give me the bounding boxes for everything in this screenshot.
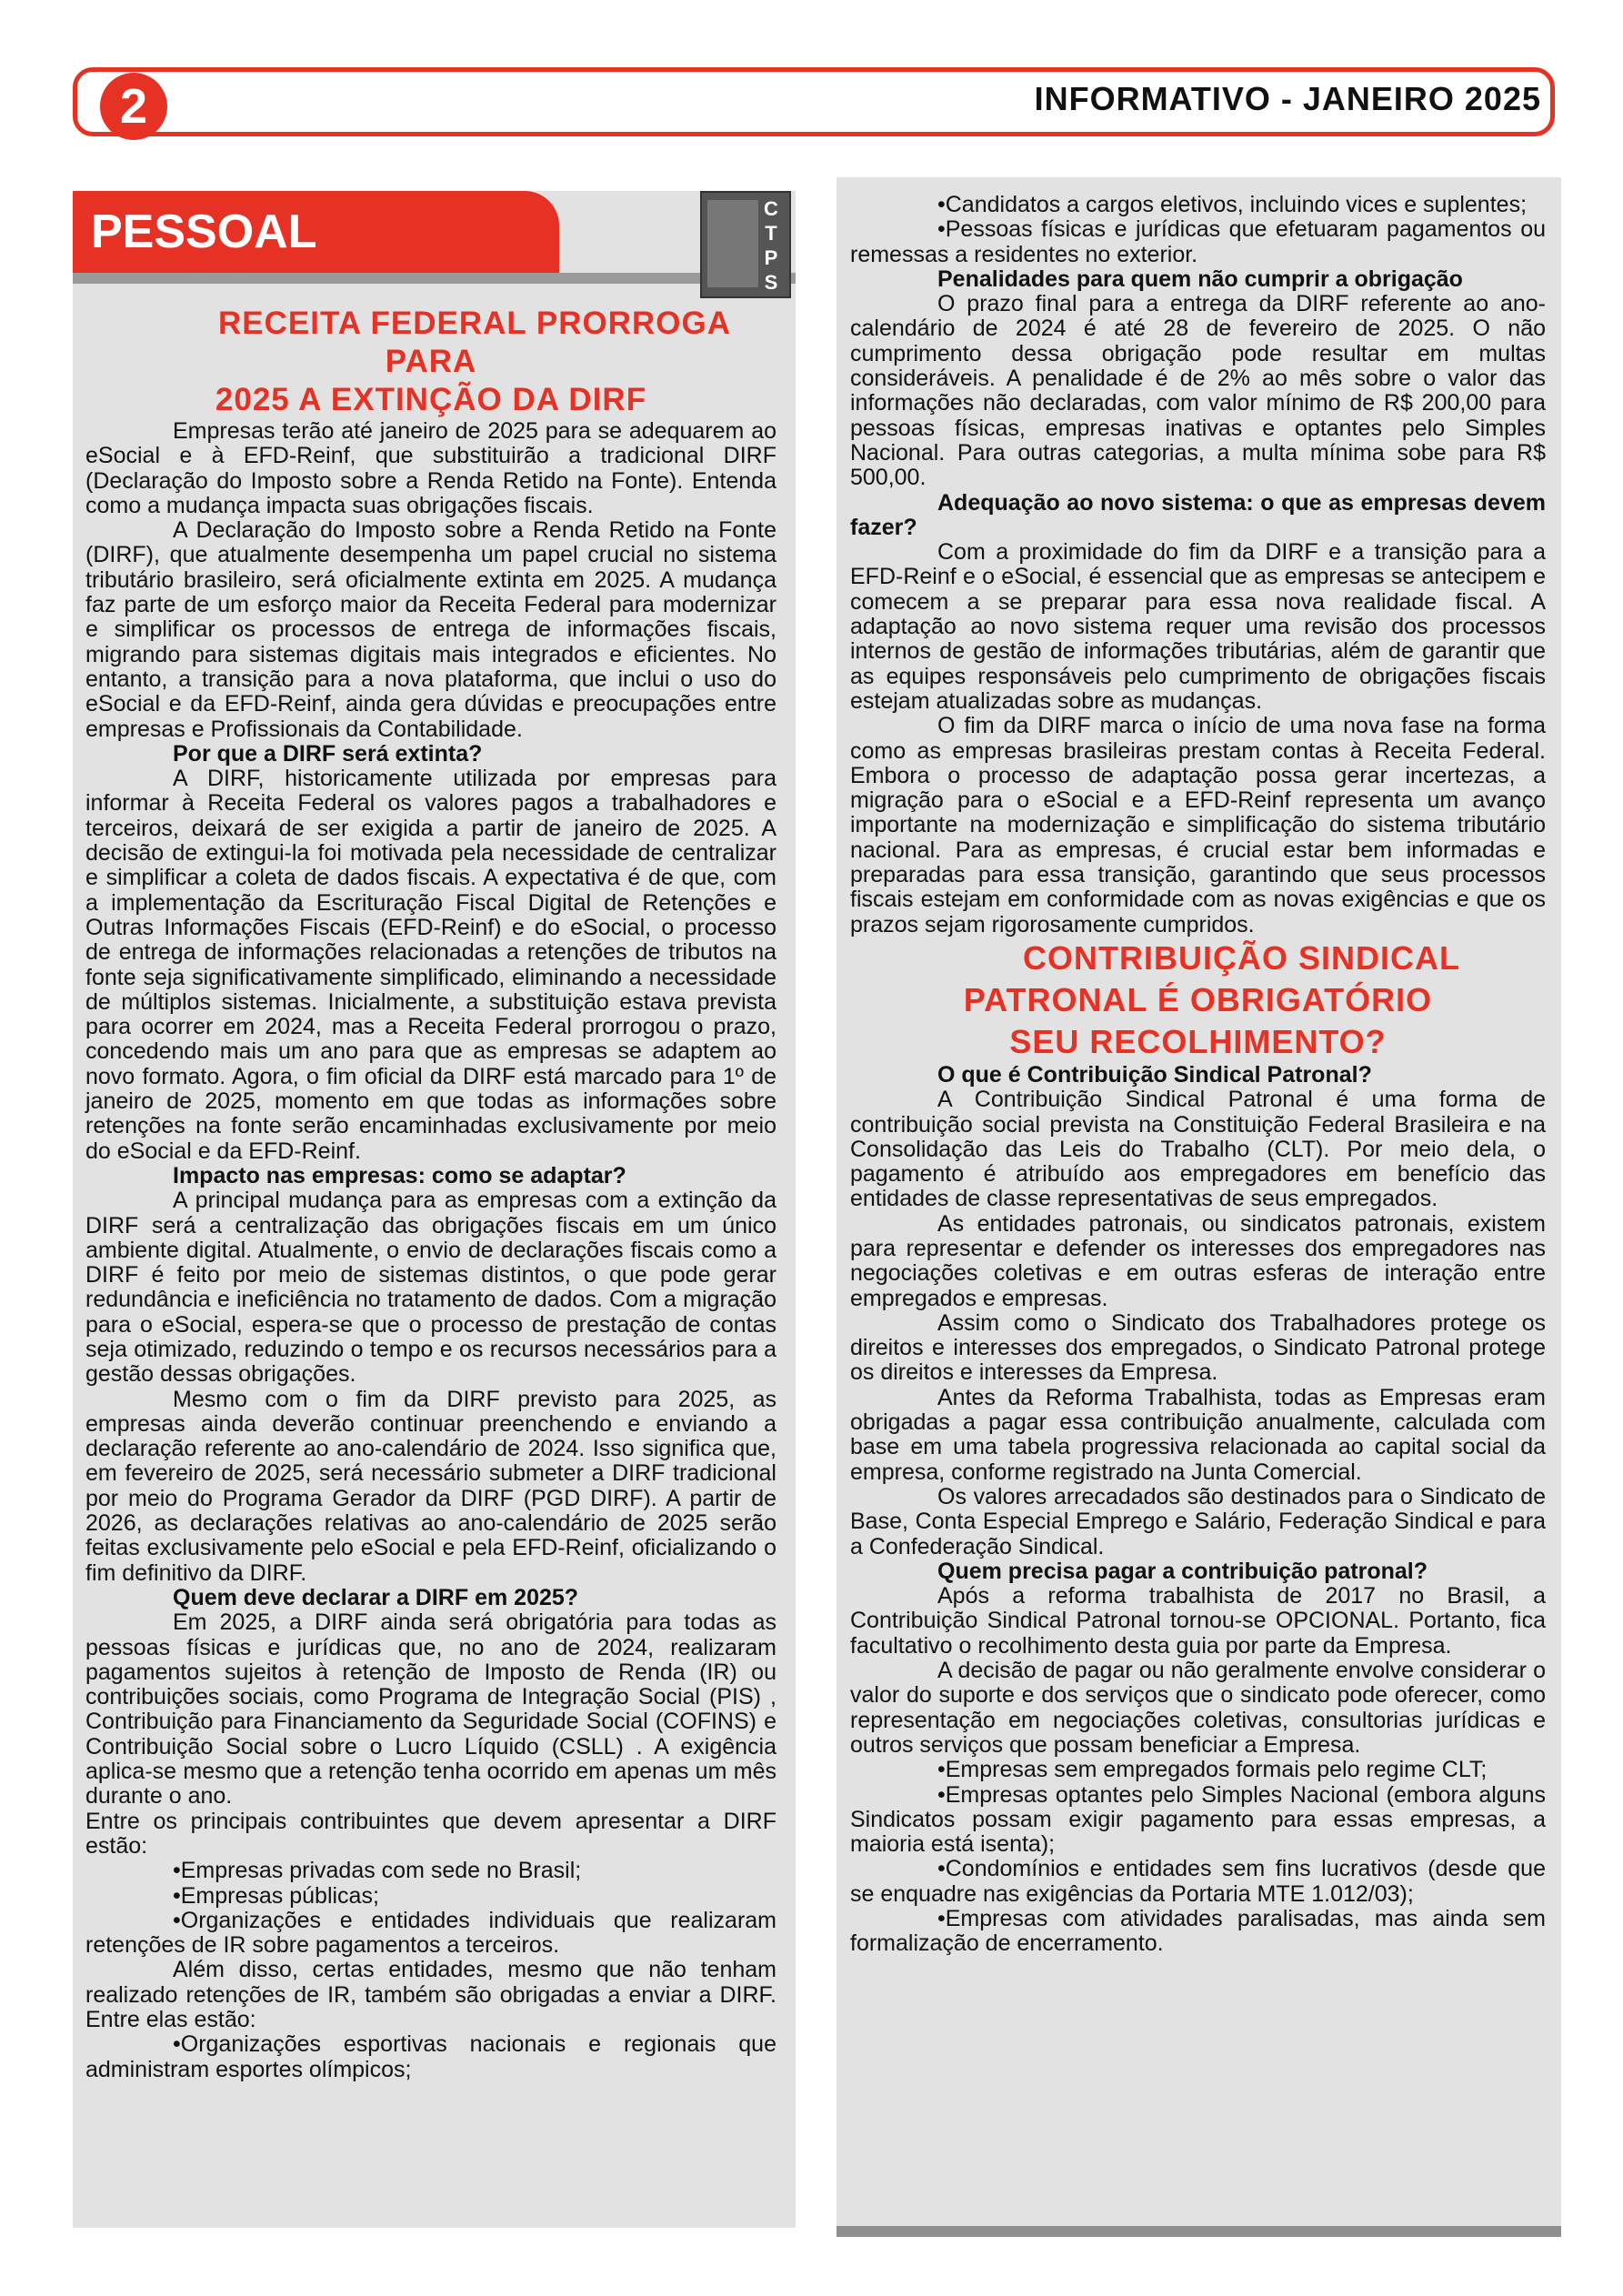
ctps-card-image <box>700 191 791 298</box>
subheading: Por que a DIRF será extinta? <box>173 740 483 767</box>
subheading: Quem precisa pagar a contribuição patronal? <box>937 1558 1428 1584</box>
paragraph: A Declaração do Imposto sobre a Renda Retido na Fonte (DIRF), que atualmente desempenha um papel crucial no sistema tributário brasileiro, será oficialmente extinta em 2025. A mudança faz parte de um esforço maior da Receita Federal para modernizar e simplificar os processos de entrega de informações fiscais, migrando para sistemas digitais mais integrados e eficientes. No entanto, a transição para a nova plataforma, que inclui o uso do eSocial e da EFD-Reinf, ainda gera dúvidas e preocupações entre empresas e Profissionais da Contabilidade. <box>85 517 776 742</box>
section-title: PESSOAL <box>73 191 559 273</box>
subheading: Adequação ao novo sistema: o que as empresas devem fazer? <box>850 489 1546 540</box>
right-column-body <box>850 193 1546 1957</box>
paragraph: A DIRF, historicamente utilizada por empresas para informar à Receita Federal os valores pagos a trabalhadores e terceiros, deixará de ser exigida a partir de janeiro de 2025. A decisão de extingui-la foi motivada pela necessidade de centralizar e simplificar a coleta de dados fiscais. A expectativa é de que, com a implementação da Escrituração Fiscal Digital de Retenções e Outras Informações Fiscais (EFD-Reinf) e do eSocial, o processo de entrega de informações relacionadas a retenções de tributos na fonte seja significativamente simplificado, eliminando a necessidade de múltiplos sistemas. Inicialmente, a substituição estava prevista para ocorrer em 2024, mas a Receita Federal prorrogou o prazo, concedendo mais um ano para que as empresas se adaptem ao novo formato. Agora, o fim oficial da DIRF está marcado para 1º de janeiro de 2025, momento em que todas as informações sobre retenções na fonte serão encaminhadas exclusivamente por meio do eSocial e da EFD-Reinf. <box>85 766 776 1164</box>
article-dirf-headline: RECEITA FEDERAL PRORROGA PARA 2025 A EXTINÇÃO DA DIRF <box>215 306 731 417</box>
paragraph: As entidades patronais, ou sindicatos patronais, existem para representar e defender os interesses dos empregadores nas negociações coletivas e em outras esferas de interação entre empregados e empresas. <box>850 1210 1546 1311</box>
paragraph: A decisão de pagar ou não geralmente envolve considerar o valor do suporte e dos serviços que o sindicato pode oferecer, como representação em negociações coletivas, consultorias jurídicas e outros serviços que possam beneficiar a Empresa. <box>850 1658 1546 1758</box>
list-item: •Empresas privadas com sede no Brasil; <box>173 1858 582 1884</box>
subheading: O que é Contribuição Sindical Patronal? <box>937 1061 1372 1088</box>
list-item: •Organizações e entidades individuais que realizaram retenções de IR sobre pagamentos a terceiros. <box>85 1907 776 1959</box>
list-item: •Empresas sem empregados formais pelo regime CLT; <box>937 1757 1488 1783</box>
paragraph: Os valores arrecadados são destinados para o Sindicato de Base, Conta Especial Emprego e Salário, Federação Sindical e para a Confederação Sindical. <box>850 1483 1546 1559</box>
list-item: •Empresas optantes pelo Simples Nacional (embora alguns Sindicatos possam exigir pagamento para essas empresas, a maioria está isenta); <box>850 1781 1546 1858</box>
paragraph: A principal mudança para as empresas com a extinção da DIRF será a centralização das obrigações fiscais em um único ambiente digital. Atualmente, o envio de declarações fiscais como a DIRF é feito por meio de sistemas distintos, o que pode gerar redundância e ineficiência no tratamento de dados. Com a migração para o eSocial, espera-se que o processo de prestação de contas seja otimizado, reduzindo o tempo e os recursos necessários para a gestão dessas obrigações. <box>85 1188 776 1388</box>
paragraph: Mesmo com o fim da DIRF previsto para 2025, as empresas ainda deverão continuar preenchendo e enviando a declaração referente ao ano-calendário de 2024. Isso significa que, em fevereiro de 2025, será necessário submeter a DIRF tradicional por meio do Programa Gerador da DIRF (PGD DIRF). A partir de 2026, as declarações relativas ao ano-calendário de 2025 serão feitas exclusivamente pelo eSocial e pela EFD-Reinf, oficializando o fim definitivo da DIRF. <box>85 1386 776 1586</box>
subheading: Impacto nas empresas: como se adaptar? <box>173 1162 626 1188</box>
section-underline <box>73 273 796 284</box>
column-footer-bar <box>837 2226 1561 2237</box>
card-cover-icon <box>707 200 758 287</box>
list-item: •Candidatos a cargos eletivos, incluindo vices e suplentes; <box>937 192 1528 217</box>
paragraph: O prazo final para a entrega da DIRF referente ao ano-calendário de 2024 é até 28 de fevereiro de 2025. O não cumprimento dessa obrigação pode resultar em multas consideráveis. A penalidade é de 2% ao mês sobre o valor das informações não declaradas, com valor mínimo de R$ 200,00 para pessoas físicas, empresas inativas e optantes pelo Simples Nacional. Para outras categorias, a multa mínima sobe para R$ 500,00. <box>850 291 1546 491</box>
paragraph: Em 2025, a DIRF ainda será obrigatória para todas as pessoas físicas e jurídicas que, no ano de 2024, realizaram pagamentos sujeitos à retenção de Imposto de Renda (IR) ou contribuições sociais, como Programa de Integração Social (PIS) , Contribuição para Financiamento da Seguridade Social (COFINS) e Contribuição Social sobre o Lucro Líquido (CSLL) . A exigência aplica-se mesmo que a retenção tenha ocorrido em apenas um mês durante o ano. <box>85 1609 776 1810</box>
list-item: •Empresas com atividades paralisadas, mas ainda sem formalização de encerramento. <box>850 1906 1546 1957</box>
list-item: •Pessoas físicas e jurídicas que efetuaram pagamentos ou remessas a residentes no exterior. <box>850 216 1546 267</box>
paragraph: Antes da Reforma Trabalhista, todas as Empresas eram obrigadas a pagar essa contribuição anualmente, calculada com base em uma tabela progressiva relacionada ao capital social da empresa, conforme registrado na Junta Comercial. <box>850 1384 1546 1485</box>
page-number: 2 <box>100 73 167 140</box>
list-item: •Empresas públicas; <box>173 1882 379 1909</box>
paragraph: Assim como o Sindicato dos Trabalhadores protege os direitos e interesses dos empregados, o Sindicato Patronal protege os direitos e interesses da Empresa. <box>850 1309 1546 1386</box>
paragraph: A Contribuição Sindical Patronal é uma forma de contribuição social prevista na Constituição Federal Brasileira e na Consolidação das Leis do Trabalho (CLT). Por meio dela, o pagamento é atribuído aos empregadores em benefício das entidades de classe representativas de seus empregados. <box>850 1087 1546 1212</box>
subheading: Quem deve declarar a DIRF em 2025? <box>173 1584 579 1610</box>
paragraph: O fim da DIRF marca o início de uma nova fase na forma como as empresas brasileiras prestam contas à Receita Federal. Embora o processo de adaptação possa gerar incertezas, a migração para o eSocial e a EFD-Reinf representa um avanço importante na modernização e simplificação do sistema tributário nacional. Para as empresas, é crucial estar bem informadas e preparadas para essa transição, garantindo que seus processos fiscais estejam em conformidade com as novas exigências e que os prazos sejam rigorosamente cumpridos. <box>850 713 1546 937</box>
paragraph: Empresas terão até janeiro de 2025 para se adequarem ao eSocial e à EFD-Reinf, que substituirão a tradicional DIRF (Declaração do Imposto sobre a Renda Retido na Fonte). Entenda como a mudança impacta suas obrigações fiscais. <box>85 418 776 518</box>
subheading: Penalidades para quem não cumprir a obrigação <box>937 266 1463 292</box>
article-dirf-body <box>85 305 776 2082</box>
publication-title: INFORMATIVO - JANEIRO 2025 <box>1034 80 1541 117</box>
list-item: •Condomínios e entidades sem fins lucrativos (desde que se enquadre nas exigências da Portaria MTE 1.012/03); <box>850 1856 1546 1907</box>
article-sindical-headline: CONTRIBUIÇÃO SINDICAL PATRONAL É OBRIGATÓRIO SEU RECOLHIMENTO? <box>963 938 1460 1060</box>
ctps-letters: C T P S <box>764 197 778 294</box>
list-item: •Organizações esportivas nacionais e regionais que administram esportes olímpicos; <box>85 2031 776 2082</box>
paragraph: Além disso, certas entidades, mesmo que não tenham realizado retenções de IR, também são obrigadas a enviar a DIRF. Entre elas estão: <box>85 1957 776 2032</box>
paragraph: Entre os principais contribuintes que devem apresentar a DIRF estão: <box>85 1808 776 1859</box>
paragraph: Com a proximidade do fim da DIRF e a transição para a EFD-Reinf e o eSocial, é essencial que as empresas se antecipem e comecem a se preparar para essa nova realidade fiscal. A adaptação ao novo sistema requer uma revisão dos processos internos de gestão de informações tributárias, além de garantir que as equipes responsáveis pelo cumprimento de obrigações fiscais estejam atualizadas sobre as mudanças. <box>850 539 1546 714</box>
paragraph: Após a reforma trabalhista de 2017 no Brasil, a Contribuição Sindical Patronal tornou-se OPCIONAL. Portanto, fica facultativo o recolhimento desta guia por parte da Empresa. <box>850 1583 1546 1659</box>
